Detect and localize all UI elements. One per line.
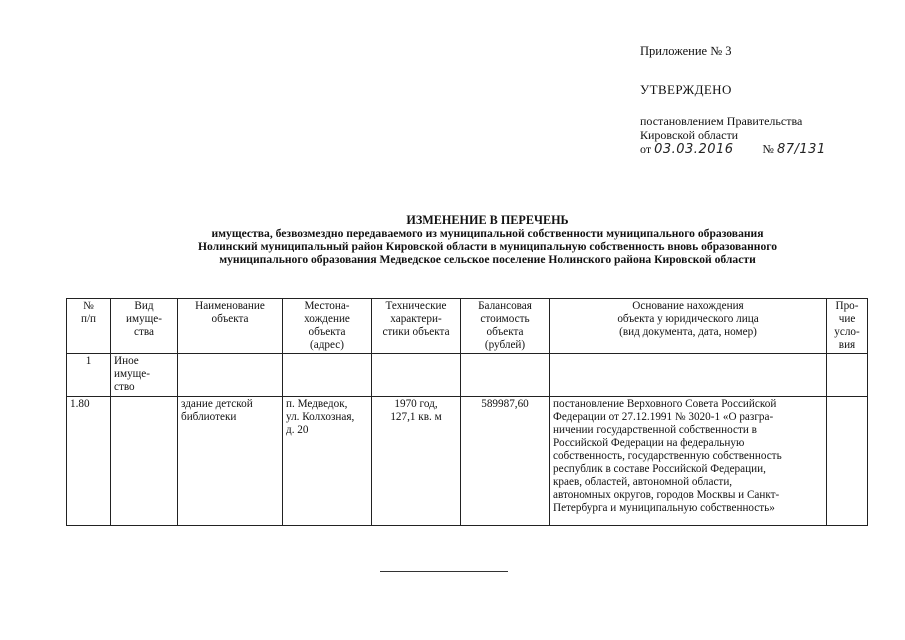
header-text: (рублей) [484,339,526,351]
closing-rule [380,571,508,572]
cell-location [283,397,372,526]
table-row-group [67,354,868,397]
header-text: вия [838,339,856,351]
cell-location [283,354,372,397]
header-name [178,299,283,354]
cell-number: 1 [67,354,111,397]
cell-kind [111,397,178,526]
cell-text: ул. Колхозная, [286,411,355,423]
cell-text: ство [114,381,135,393]
header-text: ства [134,326,154,338]
cell-basis [550,397,827,526]
header-text: Технические [385,300,447,312]
header-other [827,299,868,354]
header-text: объекта [486,326,524,338]
cell-text: п. Медведок, [286,398,348,410]
header-text: стики объекта [382,326,450,338]
cell-other [827,397,868,526]
header-tech [372,299,461,354]
cell-text: постановление Верховного Совета Российской [553,398,777,410]
header-text: объекта [211,313,249,325]
cell-text: Российской Федерации на федеральную [553,437,745,449]
header-text: имуще- [126,313,162,325]
header-balance [461,299,550,354]
cell-text: здание детской [181,398,253,410]
header-basis [550,299,827,354]
cell-text: Петербурга и муниципальную собственность» [553,502,775,514]
cell-text: 127,1 кв. м [390,411,442,423]
header-number [67,299,111,354]
handwritten-date: 03.03.2016 [654,142,734,157]
appendix-number: Приложение № 3 [640,44,732,58]
cell-tech [372,354,461,397]
cell-text: 1970 год, [394,398,438,410]
header-text: п/п [80,313,97,325]
title-line-3: муниципального образования Медведское сельское поселение Нолинского района Кировской области [219,253,756,266]
header-text: Балансовая [478,300,532,312]
date-prefix: от [640,142,652,156]
cell-balance: 589987,60 [461,397,550,526]
decree-line-1: постановлением Правительства [640,114,803,128]
header-text: Наименование [195,300,265,312]
cell-text: библиотеки [181,411,237,423]
cell-text: д. 20 [286,424,309,436]
header-text: Основание нахождения [632,300,744,312]
header-text: (вид документа, дата, номер) [619,326,757,338]
header-text: Вид [134,300,154,312]
cell-tech [372,397,461,526]
title-line-1: имущества, безвозмездно передаваемого из муниципальной собственности муниципального образования [211,227,764,240]
cell-text: республик в составе Российской Федерации, [553,463,766,475]
header-text: № [83,300,94,312]
header-kind [111,299,178,354]
header-text: стоимость [480,313,530,325]
cell-kind [111,354,178,397]
cell-text: ничении государственной собственности в [553,424,757,436]
header-text: хождение [304,313,350,325]
header-text: характери- [390,313,442,325]
header-text: (адрес) [310,339,344,351]
table-header-row [67,299,868,354]
header-text: объекта [308,326,346,338]
property-table [66,298,868,526]
cell-text: автономных округов, городов Москвы и Санкт- [553,489,780,501]
table-row [67,397,868,526]
decree-line-2: Кировской области [640,128,739,142]
header-text: Местона- [304,300,350,312]
header-text: Про- [835,300,859,312]
cell-basis [550,354,827,397]
cell-text: Федерации от 27.12.1991 № 3020-1 «О разгра- [553,411,774,423]
title-line-2: Нолинский муниципальный район Кировской области в муниципальную собственность вновь образованного [197,240,778,253]
cell-text: Иное [114,355,139,367]
number-prefix: № [762,142,774,156]
cell-name [178,354,283,397]
header-text: усло- [834,326,860,338]
decree-reference [640,114,826,157]
handwritten-number: 87/131 [776,142,826,157]
header-text: объекта у юридического лица [617,313,759,325]
cell-text: краев, областей, автономной области, [553,476,733,488]
cell-text: имуще- [114,368,150,380]
header-location [283,299,372,354]
cell-text: собственность, государственную собственность [553,450,782,462]
cell-name [178,397,283,526]
decree-date-line [640,142,826,157]
document-title [120,214,855,266]
cell-other [827,354,868,397]
cell-number: 1.80 [67,397,111,526]
header-text: чие [838,313,856,325]
title-heading: ИЗМЕНЕНИЕ В ПЕРЕЧЕНЬ [406,213,569,227]
cell-balance [461,354,550,397]
approval-block [0,0,905,200]
approved-stamp: УТВЕРЖДЕНО [640,82,732,97]
